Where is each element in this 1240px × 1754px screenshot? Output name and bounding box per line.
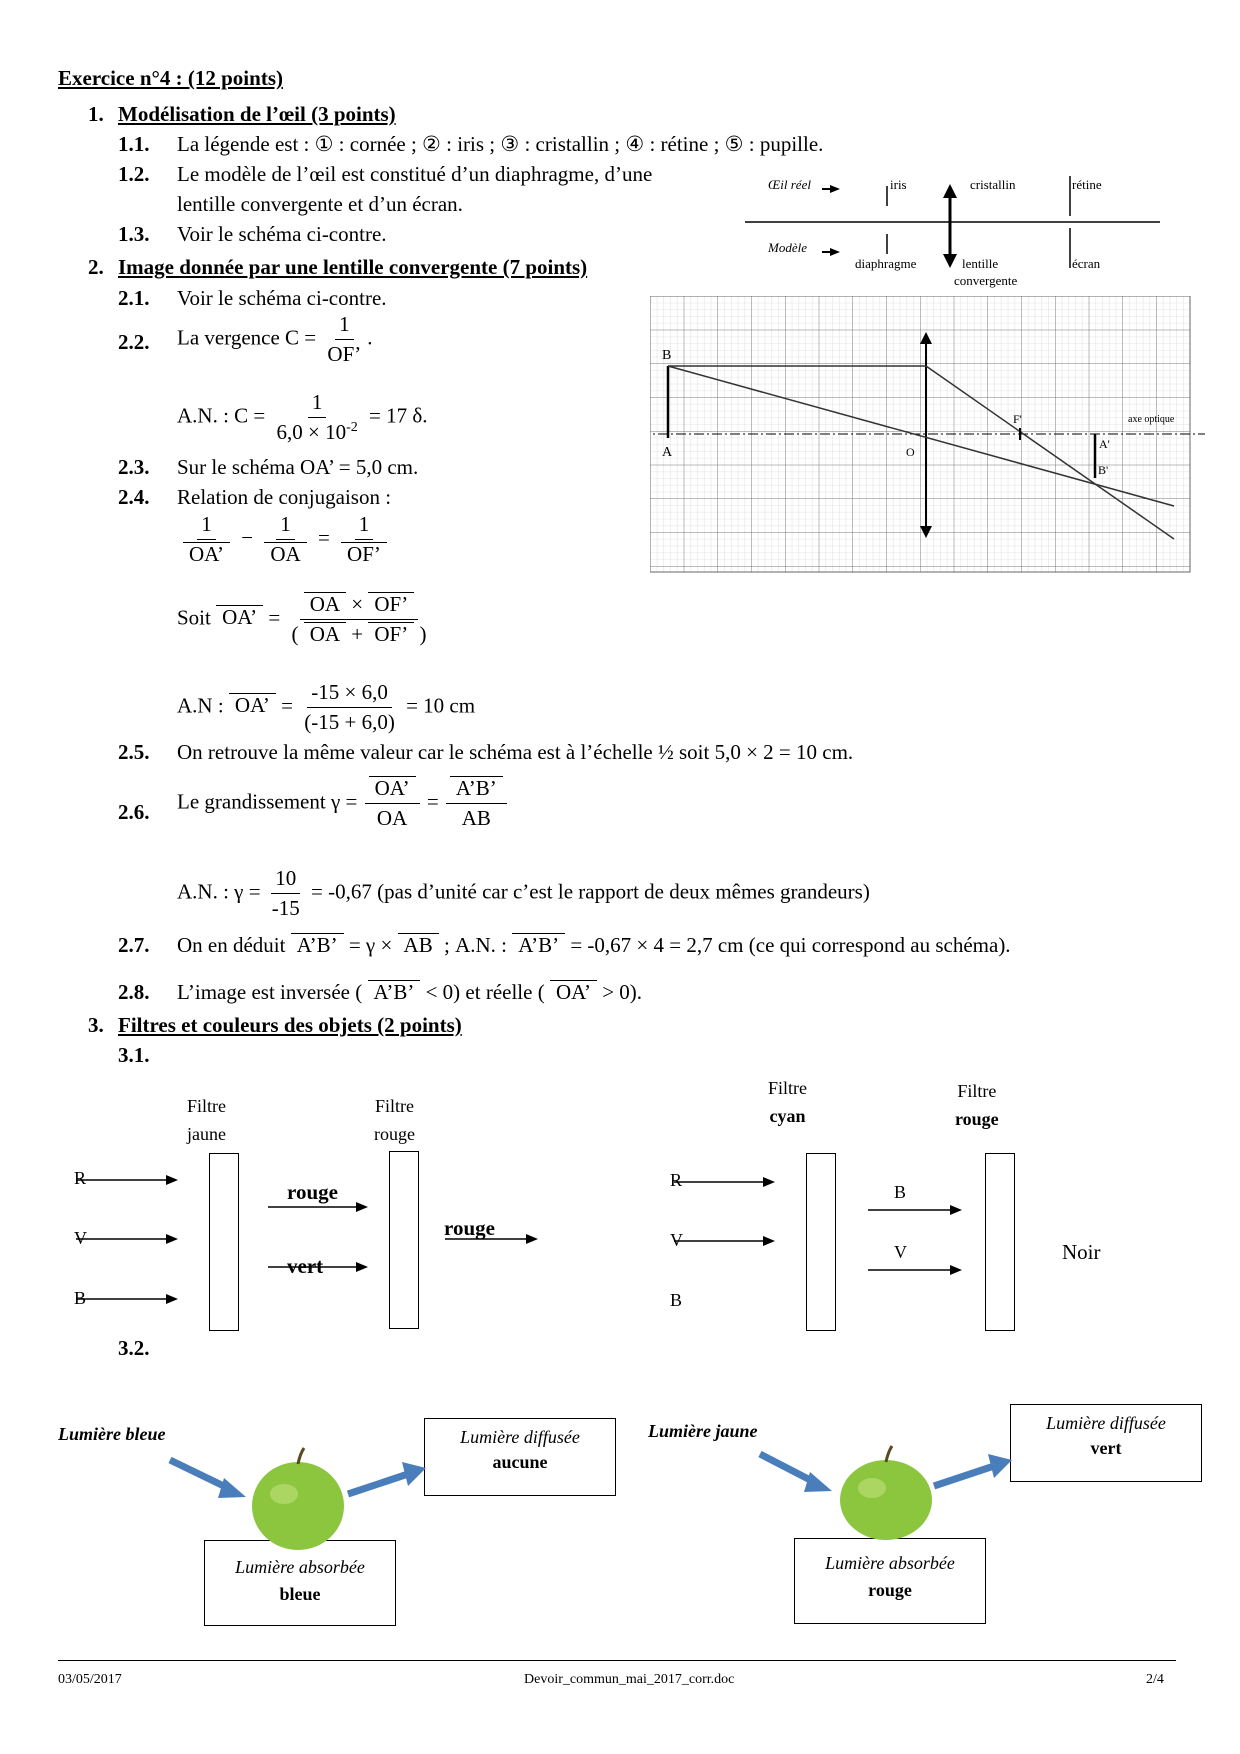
q27-v3: A’B’ bbox=[512, 933, 565, 956]
q27-t3: ; A.N. : bbox=[443, 933, 507, 957]
q25-number: 2.5. bbox=[118, 740, 150, 764]
ecran-label: écran bbox=[1072, 256, 1101, 271]
an-result: = 10 cm bbox=[406, 693, 476, 718]
q13-text: Voir le schéma ci-contre. bbox=[177, 222, 387, 246]
diaphragme-label: diaphragme bbox=[855, 256, 917, 271]
q26-prefix: Le grandissement γ = bbox=[177, 789, 358, 814]
right-filter1-line2: cyan bbox=[769, 1106, 806, 1126]
left-apple-icon bbox=[252, 1448, 344, 1550]
soit-label: Soit bbox=[177, 605, 211, 630]
right-mid1: B bbox=[894, 1182, 907, 1202]
retine-label: rétine bbox=[1072, 177, 1102, 192]
left-absorbed-box bbox=[204, 1540, 396, 1626]
right-absorbed-box bbox=[794, 1538, 986, 1624]
left-in-V: V bbox=[74, 1228, 87, 1248]
q22an-exp: -2 bbox=[346, 420, 358, 435]
conj-d3: OF’ bbox=[341, 542, 387, 565]
point-A-label: A bbox=[662, 445, 673, 460]
right-diffused-box bbox=[1010, 1404, 1202, 1482]
q11-number: 1.1. bbox=[118, 132, 150, 156]
right-filter1-line1: Filtre bbox=[768, 1078, 807, 1098]
q13-number: 1.3. bbox=[118, 222, 150, 246]
right-filter2-box bbox=[985, 1153, 1015, 1331]
left-filter2-label bbox=[374, 1092, 415, 1148]
soit-lhs: OA’ bbox=[216, 605, 263, 628]
q26-n1: OA’ bbox=[369, 776, 416, 799]
right-in-B: B bbox=[670, 1290, 683, 1310]
left-mid1: rouge bbox=[287, 1180, 338, 1204]
q25-text: On retrouve la même valeur car le schéma est à l’échelle ½ soit 5,0 × 2 = 10 cm. bbox=[177, 740, 854, 764]
soit-den-b: OF’ bbox=[368, 622, 414, 645]
q26-an bbox=[177, 866, 870, 921]
conj-d2: OA bbox=[264, 542, 306, 565]
footer-file: Devoir_commun_mai_2017_corr.doc bbox=[524, 1672, 735, 1687]
q26-d1: OA bbox=[376, 806, 408, 830]
q26an-den: -15 bbox=[271, 896, 300, 920]
point-A2-label: A' bbox=[1099, 437, 1110, 451]
left-filter1-line2: jaune bbox=[187, 1124, 226, 1144]
left-incident-arrow bbox=[218, 1478, 246, 1498]
q11-text: La légende est : ① : cornée ; ② : iris ; ③ : cristallin ; ④ : rétine ; ⑤ : pupille. bbox=[177, 132, 824, 156]
cristallin-label: cristallin bbox=[970, 177, 1016, 192]
soit-formula bbox=[177, 592, 432, 647]
q26an-suffix: = -0,67 (pas d’unité car c’est le rapport de deux mêmes grandeurs) bbox=[311, 879, 870, 904]
soit-close: ) bbox=[419, 622, 427, 646]
footer-rule bbox=[58, 1660, 1176, 1661]
q22an-den: 6,0 × 10 bbox=[276, 420, 347, 444]
an-formula bbox=[177, 680, 475, 735]
q28-v2: OA’ bbox=[550, 980, 597, 1003]
left-diffused-value: aucune bbox=[492, 1452, 548, 1472]
q22an-num: 1 bbox=[308, 390, 327, 418]
q24-number: 2.4. bbox=[118, 485, 150, 509]
eye-real-label: Œil réel bbox=[768, 177, 811, 192]
convergente-label: convergente bbox=[954, 273, 1018, 288]
q28-number: 2.8. bbox=[118, 980, 150, 1004]
left-absorbed-label: Lumière absorbée bbox=[235, 1557, 365, 1577]
an-den: (-15 + 6,0) bbox=[304, 710, 395, 734]
q12-line2: lentille convergente et d’un écran. bbox=[177, 192, 463, 216]
q27-t4: = -0,67 × 4 = 2,7 cm (ce qui correspond au schéma). bbox=[570, 933, 1011, 957]
conj-d1: OA’ bbox=[183, 542, 230, 565]
q23-text: Sur le schéma OA’ = 5,0 cm. bbox=[177, 455, 419, 479]
q22-formula bbox=[177, 312, 373, 367]
q27-number: 2.7. bbox=[118, 933, 150, 957]
q28-t3: > 0). bbox=[602, 980, 643, 1004]
right-apple-icon bbox=[840, 1446, 932, 1540]
left-filter2-line2: rouge bbox=[374, 1124, 415, 1144]
q21-text: Voir le schéma ci-contre. bbox=[177, 286, 387, 310]
left-in-R: R bbox=[74, 1168, 87, 1188]
conj-eq: = bbox=[317, 525, 330, 550]
conj-n3: 1 bbox=[355, 512, 374, 540]
an-num: -15 × 6,0 bbox=[307, 680, 392, 708]
left-incident-label: Lumière bleue bbox=[58, 1424, 166, 1444]
model-label: Modèle bbox=[768, 240, 807, 255]
q12-number: 1.2. bbox=[118, 162, 150, 186]
left-mid2: vert bbox=[287, 1254, 324, 1278]
q27-t1: On en déduit bbox=[177, 933, 286, 957]
q22-den: OF’ bbox=[327, 342, 362, 366]
right-filter-arrows bbox=[672, 1160, 972, 1310]
an-lhs: OA’ bbox=[229, 693, 276, 716]
q28-t2: < 0) et réelle ( bbox=[425, 980, 545, 1004]
soit-num-b: OF’ bbox=[368, 592, 414, 615]
q31-number: 3.1. bbox=[118, 1043, 150, 1067]
q23-number: 2.3. bbox=[118, 455, 150, 479]
footer-date: 03/05/2017 bbox=[58, 1672, 122, 1687]
q32-number: 3.2. bbox=[118, 1336, 150, 1360]
right-filter2-line2: rouge bbox=[955, 1109, 999, 1129]
q26-number: 2.6. bbox=[118, 800, 150, 824]
q27-v2: AB bbox=[398, 933, 439, 956]
right-diffused-value: vert bbox=[1090, 1438, 1122, 1458]
soit-eq: = bbox=[268, 605, 281, 630]
eye-model-diagram bbox=[740, 168, 1170, 298]
soit-num-a: OA bbox=[304, 592, 346, 615]
conj-minus: − bbox=[241, 525, 254, 550]
q22-num: 1 bbox=[335, 312, 354, 340]
part2-heading: Image donnée par une lentille convergente (7 points) bbox=[118, 255, 588, 279]
q27-v1: A’B’ bbox=[291, 933, 344, 956]
iris-label: iris bbox=[890, 177, 907, 192]
right-in-V: V bbox=[670, 1230, 683, 1250]
q22-suffix: . bbox=[367, 325, 373, 350]
part3-heading: Filtres et couleurs des objets (2 points) bbox=[118, 1013, 462, 1037]
right-filter1-label bbox=[768, 1074, 807, 1130]
q28-t1: L’image est inversée ( bbox=[177, 980, 363, 1004]
right-filter2-line1: Filtre bbox=[957, 1081, 997, 1101]
lentille-label: lentille bbox=[962, 256, 999, 271]
q22-prefix: La vergence C = bbox=[177, 325, 317, 350]
point-B-label: B bbox=[662, 348, 672, 363]
q26-eq: = bbox=[426, 789, 439, 814]
left-apple-scene bbox=[150, 1440, 440, 1550]
q26-n2: A’B’ bbox=[450, 776, 503, 799]
conj-n2: 1 bbox=[276, 512, 295, 540]
an-label: A.N : bbox=[177, 693, 224, 718]
right-apple-scene bbox=[738, 1430, 1028, 1540]
right-absorbed-label: Lumière absorbée bbox=[825, 1553, 955, 1573]
left-filter1-label bbox=[187, 1092, 226, 1148]
right-absorbed-value: rouge bbox=[868, 1580, 912, 1600]
left-diffused-box bbox=[424, 1418, 616, 1496]
lens-diagram bbox=[650, 296, 1205, 578]
left-diffused-label: Lumière diffusée bbox=[460, 1427, 580, 1447]
left-absorbed-value: bleue bbox=[279, 1584, 321, 1604]
right-incident-label: Lumière jaune bbox=[648, 1421, 758, 1441]
q22-number: 2.2. bbox=[118, 330, 150, 354]
q21-number: 2.1. bbox=[118, 286, 150, 310]
left-filter1-line1: Filtre bbox=[187, 1096, 226, 1116]
left-diffused-arrow bbox=[402, 1462, 426, 1486]
right-in-R: R bbox=[670, 1170, 683, 1190]
q26-formula bbox=[177, 776, 509, 831]
q27-text bbox=[177, 933, 1011, 958]
q12-line1: Le modèle de l’œil est constitué d’un diaphragme, d’une bbox=[177, 162, 653, 186]
q26an-num: 10 bbox=[271, 866, 300, 894]
point-F-label: F' bbox=[1013, 412, 1022, 426]
q22an-suffix: = 17 δ. bbox=[369, 403, 428, 428]
point-O-label: O bbox=[906, 445, 915, 459]
right-mid2: V bbox=[894, 1242, 907, 1262]
q28-text bbox=[177, 980, 642, 1005]
left-filter2-line1: Filtre bbox=[374, 1096, 414, 1116]
axis-label: axe optique bbox=[1128, 414, 1175, 425]
soit-times: × bbox=[351, 592, 364, 616]
left-out: rouge bbox=[444, 1216, 495, 1240]
left-in-B: B bbox=[74, 1288, 87, 1308]
q26an-prefix: A.N. : γ = bbox=[177, 879, 261, 904]
q22-an bbox=[177, 390, 428, 445]
q26-d2: AB bbox=[461, 806, 491, 830]
q22an-prefix: A.N. : C = bbox=[177, 403, 266, 428]
exercise-title: Exercice n°4 : (12 points) bbox=[58, 66, 283, 90]
part1-heading: Modélisation de l’œil (3 points) bbox=[118, 102, 396, 126]
part3-number: 3. bbox=[88, 1013, 104, 1037]
part2-number: 2. bbox=[88, 255, 104, 279]
an-eq: = bbox=[281, 693, 294, 718]
right-out: Noir bbox=[1062, 1240, 1101, 1264]
q27-t2: = γ × bbox=[348, 933, 393, 957]
part1-number: 1. bbox=[88, 102, 104, 126]
soit-den-a: OA bbox=[304, 622, 346, 645]
footer-page: 2/4 bbox=[1146, 1672, 1164, 1687]
right-diffused-arrow bbox=[988, 1454, 1012, 1478]
conjugation-relation bbox=[177, 512, 393, 567]
q28-v1: A’B’ bbox=[368, 980, 421, 1003]
q24-text: Relation de conjugaison : bbox=[177, 485, 392, 509]
right-filter2-label bbox=[955, 1077, 999, 1133]
right-diffused-label: Lumière diffusée bbox=[1046, 1413, 1166, 1433]
soit-plus: + bbox=[351, 622, 364, 646]
conj-n1: 1 bbox=[197, 512, 216, 540]
point-B2-label: B' bbox=[1098, 463, 1109, 477]
soit-open: ( bbox=[291, 622, 299, 646]
